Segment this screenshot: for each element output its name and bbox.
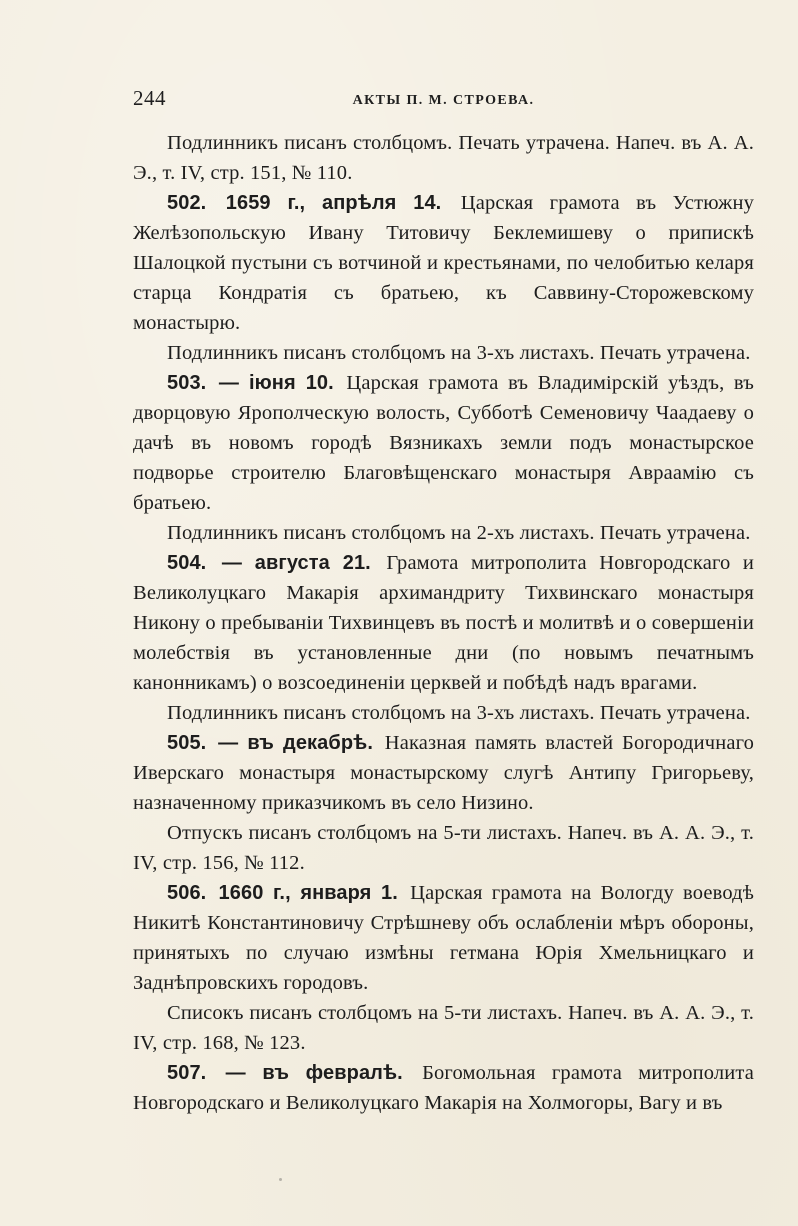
entry-text: Грамота митрополита Новгородскаго и Великолуцкаго Макарія архимандриту Тихвинскаго монастыря Никону о пребываніи Тихвинцевъ въ постѣ и молитвѣ и о совершеніи молебствія въ установленные дни (по новымъ печатнымъ канонникамъ) о возсоединеніи церквей и побѣдѣ надъ врагами. — [133, 552, 755, 694]
page-header — [133, 86, 754, 118]
entry-date: — въ декабрѣ. — [218, 732, 373, 754]
note-paragraph — [133, 698, 754, 728]
entry-text: Богомольная грамота митрополита Новгородскаго и Великолуцкаго Макарія на Холмогоры, Вагу и въ — [133, 1062, 754, 1114]
entry-number: 505. — [167, 732, 207, 754]
note-paragraph — [133, 128, 754, 188]
entry-text: Царская грамота въ Устюжну Желѣзопольскую Ивану Титовичу Беклемишеву о припискѣ Шалоцкой пустыни съ вотчиной и крестьянами, по челобитью келаря старца Кондратія съ братьею, къ Саввину-Сторожевскому монастырю. — [133, 192, 754, 334]
note-paragraph — [133, 338, 754, 368]
page-number: 244 — [133, 86, 166, 110]
entry-number: 503. — [167, 372, 207, 394]
entry-number: 506. — [167, 882, 207, 904]
entry-number: 504. — [167, 552, 207, 574]
note-text: Списокъ писанъ столбцомъ на 5-ти листахъ. Напеч. въ А. А. Э., т. IV, стр. 168, № 123. — [133, 1002, 754, 1054]
entry-paragraph — [133, 1058, 754, 1118]
entry-date: — августа 21. — [221, 552, 371, 574]
note-text: Отпускъ писанъ столбцомъ на 5-ти листахъ. Напеч. въ А. А. Э., т. IV, стр. 156, № 112. — [133, 822, 754, 874]
entry-text: Царская грамота въ Владимірскій уѣздъ, въ дворцовую Ярополческую волость, Субботѣ Семеновичу Чаадаеву о дачѣ въ новомъ городѣ Вязникахъ земли подъ монастырское подворье строителю Благовѣщенскаго монастыря Авраамію съ братьею. — [133, 372, 754, 514]
note-paragraph — [133, 998, 754, 1058]
note-text: Подлинникъ писанъ столбцомъ на 3-хъ листахъ. Печать утрачена. — [167, 702, 751, 724]
note-paragraph — [133, 518, 754, 548]
entry-paragraph — [133, 188, 754, 338]
entry-paragraph — [133, 728, 754, 818]
entry-paragraph — [133, 368, 754, 518]
running-title: АКТЫ П. М. СТРОЕВА. — [352, 93, 535, 108]
entry-text: Царская грамота на Вологду воеводѣ Никитѣ Константиновичу Стрѣшневу объ ослабленіи мѣръ обороны, принятыхъ по случаю измѣны гетмана Юрія Хмельницкаго и Заднѣпровскихъ городовъ. — [133, 882, 754, 994]
entry-date: — въ февралѣ. — [225, 1062, 403, 1084]
note-paragraph — [133, 818, 754, 878]
entry-paragraph — [133, 548, 754, 698]
entry-date: 1659 г., апрѣля 14. — [225, 192, 442, 214]
note-text: Подлинникъ писанъ столбцомъ на 3-хъ листахъ. Печать утрачена. — [167, 342, 751, 364]
entry-date: — іюня 10. — [218, 372, 334, 394]
entry-date: 1660 г., января 1. — [218, 882, 398, 904]
entry-text: Наказная память властей Богородичнаго Иверскаго монастыря монастырскому слугѣ Антипу Григорьеву, назначенному приказчикомъ въ село Низино. — [133, 732, 755, 814]
entry-number: 507. — [167, 1062, 207, 1084]
entry-number: 502. — [167, 192, 207, 214]
document-body — [133, 128, 754, 1118]
note-text: Подлинникъ писанъ столбцомъ на 2-хъ листахъ. Печать утрачена. — [167, 522, 751, 544]
footer-speck — [279, 1178, 282, 1181]
note-text: Подлинникъ писанъ столбцомъ. Печать утрачена. Напеч. въ А. А. Э., т. IV, стр. 151, № 110. — [133, 132, 754, 184]
entry-paragraph — [133, 878, 754, 998]
